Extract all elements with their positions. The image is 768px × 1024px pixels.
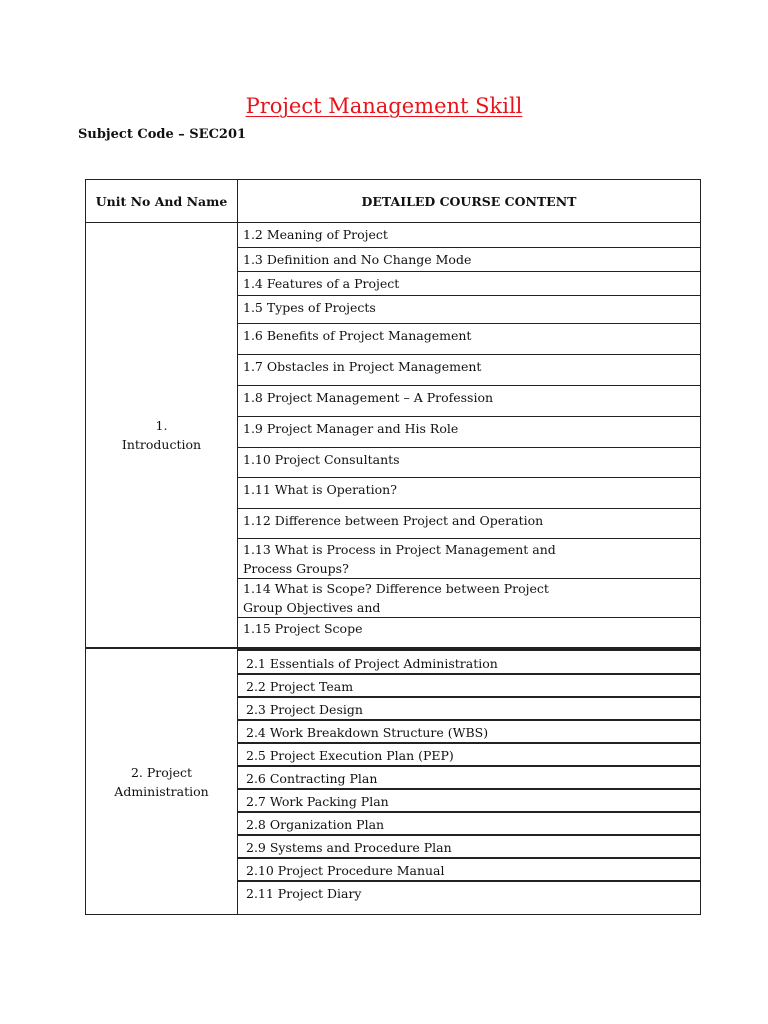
document-title: Project Management Skill <box>245 94 523 118</box>
unit-1-content <box>238 223 701 649</box>
table-header-row <box>86 180 701 223</box>
list-item: 2.6 Contracting Plan <box>238 766 700 789</box>
list-item: 2.7 Work Packing Plan <box>238 789 700 812</box>
unit-1-number: 1. <box>155 418 168 433</box>
unit-2-cell <box>86 648 238 915</box>
unit-1-cell <box>86 223 238 649</box>
unit-row-1 <box>86 223 701 649</box>
list-item: 1.5 Types of Projects <box>238 295 700 323</box>
list-item: 2.10 Project Procedure Manual <box>238 858 700 881</box>
list-item: 1.9 Project Manager and His Role <box>238 416 700 447</box>
list-item: 2.5 Project Execution Plan (PEP) <box>238 743 700 766</box>
list-item: 1.15 Project Scope <box>243 620 363 636</box>
header-unit: Unit No And Name <box>86 180 238 223</box>
unit-2-name: Administration <box>114 783 209 799</box>
unit-2-number: 2. Project <box>130 764 193 780</box>
list-item: 1.14 What is Scope? Difference between Project Group Objectives and <box>238 578 700 617</box>
list-item: 1.3 Definition and No Change Mode <box>238 247 700 271</box>
list-item: 1.2 Meaning of Project <box>238 223 700 247</box>
unit-row-2 <box>86 648 701 915</box>
list-item: 1.7 Obstacles in Project Management <box>238 354 700 385</box>
list-item: 2.4 Work Breakdown Structure (WBS) <box>238 720 700 743</box>
header-content: DETAILED COURSE CONTENT <box>238 180 701 223</box>
subject-code: Subject Code – SEC201 <box>78 127 247 142</box>
course-content-table <box>85 179 701 915</box>
list-item: 2.3 Project Design <box>238 697 700 720</box>
list-item: 1.4 Features of a Project <box>238 271 700 295</box>
unit-2-content <box>238 648 701 915</box>
list-item: 2.1 Essentials of Project Administration <box>238 650 700 674</box>
unit-1-name: Introduction <box>121 437 202 452</box>
list-item: 2.9 Systems and Procedure Plan <box>238 835 700 858</box>
list-item: 1.12 Difference between Project and Operation <box>238 508 700 538</box>
list-item: 1.11 What is Operation? <box>238 477 700 508</box>
list-item: 1.8 Project Management – A Profession <box>238 385 700 416</box>
list-item: 1.13 What is Process in Project Management and Process Groups? <box>238 538 700 578</box>
list-item: 1.10 Project Consultants <box>238 447 700 477</box>
list-item: 1.6 Benefits of Project Management <box>238 323 700 354</box>
list-item: 2.2 Project Team <box>238 674 700 697</box>
list-item: 2.11 Project Diary <box>238 881 700 914</box>
list-item: 2.8 Organization Plan <box>238 812 700 835</box>
